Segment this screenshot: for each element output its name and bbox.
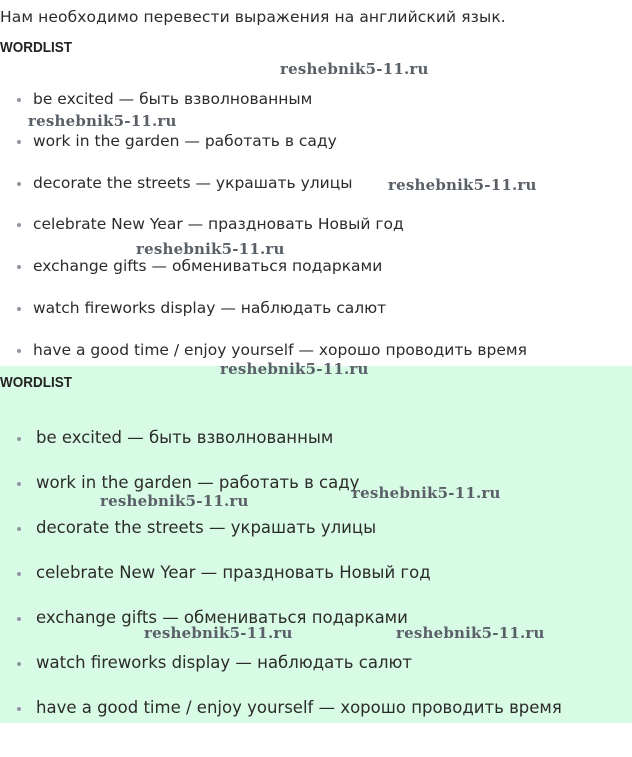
- list-item-text: work in the garden — работать в саду: [36, 473, 360, 492]
- watermark: reshebnik5-11.ru: [220, 360, 369, 378]
- watermark: reshebnik5-11.ru: [100, 492, 249, 510]
- bullet-icon: [17, 437, 21, 441]
- bullet-icon: [17, 707, 21, 711]
- list-item-text: be excited — быть взволнованным: [36, 428, 334, 447]
- watermark: reshebnik5-11.ru: [388, 176, 537, 194]
- list-item-text: watch fireworks display — наблюдать салют: [36, 653, 413, 672]
- bullet-icon: [17, 182, 21, 186]
- watermark: reshebnik5-11.ru: [280, 60, 429, 78]
- wordlist-heading-top: WORDLIST: [0, 39, 72, 56]
- list-item-text: celebrate New Year — праздновать Новый год: [36, 563, 431, 582]
- bullet-icon: [17, 265, 21, 269]
- list-item-text: exchange gifts — обмениваться подарками: [33, 257, 383, 275]
- list-item-text: exchange gifts — обмениваться подарками: [36, 608, 408, 627]
- list-item-text: have a good time / enjoy yourself — хорошо проводить время: [33, 341, 527, 359]
- watermark: reshebnik5-11.ru: [144, 624, 293, 642]
- bullet-icon: [17, 349, 21, 353]
- bullet-icon: [17, 98, 21, 102]
- watermark: reshebnik5-11.ru: [352, 484, 501, 502]
- list-item-text: decorate the streets — украшать улицы: [33, 174, 353, 192]
- bullet-icon: [17, 223, 21, 227]
- bullet-icon: [17, 140, 21, 144]
- list-item-text: decorate the streets — украшать улицы: [36, 518, 377, 537]
- bullet-icon: [17, 617, 21, 621]
- list-item-text: watch fireworks display — наблюдать салют: [33, 299, 387, 317]
- bullet-icon: [17, 662, 21, 666]
- bullet-icon: [17, 307, 21, 311]
- watermark: reshebnik5-11.ru: [396, 624, 545, 642]
- bullet-icon: [17, 572, 21, 576]
- bullet-icon: [17, 482, 21, 486]
- bullet-icon: [17, 527, 21, 531]
- list-item-text: celebrate New Year — праздновать Новый год: [33, 215, 404, 233]
- watermark: reshebnik5-11.ru: [136, 240, 285, 258]
- list-item-text: have a good time / enjoy yourself — хорошо проводить время: [36, 698, 562, 717]
- intro-text: Нам необходимо перевести выражения на английский язык.: [0, 8, 506, 26]
- list-item-text: be excited — быть взволнованным: [33, 90, 313, 108]
- wordlist-heading-bottom: WORDLIST: [0, 374, 72, 391]
- watermark: reshebnik5-11.ru: [28, 112, 177, 130]
- list-item-text: work in the garden — работать в саду: [33, 132, 337, 150]
